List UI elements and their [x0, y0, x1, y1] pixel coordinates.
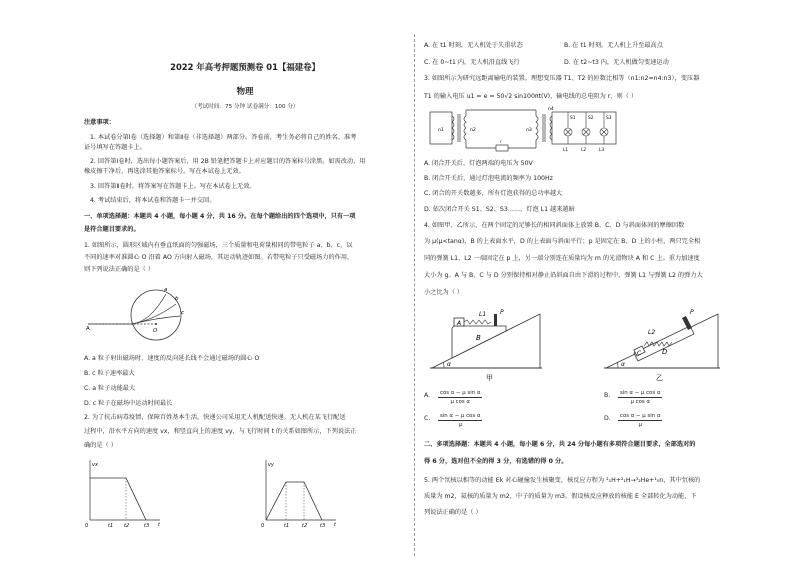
fraction	[438, 389, 482, 406]
track-a-label: a	[164, 287, 168, 293]
q1-option-b: B. c 粒子速率最大	[84, 370, 135, 377]
n4-label: n4	[548, 107, 554, 112]
denominator: μ cos α	[630, 399, 650, 405]
t2-tick: t2	[124, 523, 130, 529]
angle-alpha-label: α	[447, 361, 451, 368]
section2-heading-cont: 得 6 分，选对但不全的得 3 分，有选错的得 0 分。	[424, 458, 568, 465]
q3-option-a: A. 闭合开关后，灯泡两端的电压为 50V	[424, 160, 533, 167]
q1-magnetic-field-figure	[84, 280, 204, 350]
track-c-label: c	[181, 310, 185, 316]
q3-option-c: C. 闭合的开关数越多，所有灯泡获得的总功率越大	[424, 190, 563, 197]
note-line: 3. 回答第Ⅱ卷时，将答案写在答题卡上。写在本试卷上无效。	[90, 183, 256, 190]
q1-stem: 则下列说法正确的是（ ）	[84, 266, 155, 273]
n2-label: n2	[470, 128, 476, 133]
point-a-label: A	[86, 326, 90, 332]
note-line: 1. 本试卷分第Ⅰ卷（选择题）和第Ⅱ卷（非选择题）两部分。答卷前，考生务必将自己的姓名、准考	[90, 134, 357, 141]
q2-option-b: B. 在 t1 时刻，无人机上升至最高点	[564, 42, 663, 49]
exam-meta: （考试时间：75 分钟 试卷满分：100 分）	[191, 104, 299, 110]
fraction	[618, 412, 662, 429]
figure-jia-caption: 甲	[486, 374, 493, 382]
q3-stem: T1 的输入电压 u1 = e = 50√2 sin100πt(V)，输电线的总电阻为 r，则（ ）	[424, 93, 638, 100]
center-o-label: O	[153, 328, 158, 334]
t2-tick: t2	[302, 523, 308, 529]
lamp-l1-label: L1	[563, 148, 569, 153]
spring-l2-label: L2	[648, 329, 656, 336]
option-letter: D.	[604, 415, 611, 422]
denominator: μ	[638, 422, 642, 428]
q2-option-d: D. 在 t2~t3 内，无人机做匀变速运动	[564, 59, 669, 66]
origin-tick: 0	[85, 523, 89, 529]
q2-stem: 2. 为了抗击病毒疫情，保障百姓基本生活，快递公司采用无人机配送快递。无人机在某飞行配送	[84, 414, 346, 421]
q2-vx-graph	[84, 458, 164, 528]
t1-tick: t1	[108, 523, 114, 529]
q5-stem: 5. 两个氘核以相等的动能 Ek 对心碰撞发生核聚变，核反应方程为 ²₁H+²₁H→³₂He+¹₀n，其中氘核的	[424, 477, 701, 484]
right-column	[422, 0, 790, 562]
figure-yi-caption: 乙	[656, 374, 663, 382]
q4-stem: 为 μ(μ<tanα)，B 的上表面水平，D 的上表面与斜面平行；p 是固定在 B、D 上的小柱，两只完全相	[424, 238, 701, 245]
subject-heading: 物理	[236, 86, 254, 96]
origin-tick: 0	[261, 523, 265, 529]
switch-s1-label: S1	[570, 116, 576, 121]
fraction	[618, 389, 662, 406]
column-divider	[414, 34, 415, 556]
q3-transmission-circuit	[426, 104, 626, 156]
q4-stem: 同的弹簧 L1、L2 一端固定在 p 上，另一端分别连在质量均为 m 的光滑物块 A 和 C 上。重力加速度	[424, 255, 700, 262]
q1-option-a: A. a 粒子射出磁场时，速度的反向延长线不会通过磁场的圆心 O	[84, 355, 260, 362]
q3-option-b: B. 闭合开关后，通过灯泡电流的频率为 100Hz	[424, 175, 553, 182]
t1-tick: t1	[284, 523, 290, 529]
q4-figure-jia	[430, 300, 550, 382]
left-column	[84, 0, 406, 562]
q2-option-c: C. 在 0~t1 内，无人机沿直线飞行	[424, 59, 520, 66]
block-c-label: C	[637, 350, 642, 357]
line-resistance-label: r	[500, 140, 502, 145]
option-letter: B.	[604, 392, 611, 399]
option-letter: C.	[424, 415, 431, 422]
switch-s3-label: S3	[606, 116, 612, 121]
q4-option-b	[604, 390, 661, 405]
section2-heading: 二、多项选择题：本题共 4 小题，每小题 6 分，共 24 分每小题有多项符合题目要求，全部选对的	[424, 441, 696, 448]
post-p-label: P	[500, 309, 504, 316]
lamp-l2-label: L2	[581, 148, 587, 153]
q1-stem: 不同的速率对准圆心 O 沿着 AO 方向射入磁场，其运动轨迹如图。若带电粒子只受磁场力的作用，	[84, 254, 354, 261]
q4-figure-yi	[604, 296, 734, 382]
n3-label: n3	[526, 128, 532, 133]
q4-option-a	[424, 390, 481, 405]
denominator: μ	[458, 422, 462, 428]
q3-option-d: D. 依次闭合开关 S1、S2、S3……，灯泡 L1 越来越暗	[424, 206, 575, 213]
note-line: 2. 回答第Ⅰ卷时，选出每小题答案后，用 2B 铅笔把答题卡上对应题目的答案标号涂黑。如需改动，用	[90, 158, 366, 165]
notes-heading: 注意事项：	[84, 119, 115, 126]
lamp-l3-label: L3	[599, 148, 605, 153]
q2-vy-graph	[260, 458, 340, 528]
q1-option-c: C. a 粒子动能最大	[84, 385, 136, 392]
t3-tick: t3	[144, 523, 150, 529]
spring-l1-label: L1	[479, 311, 487, 318]
q4-option-c	[424, 413, 481, 428]
note-line: 4. 考试结束后，将本试卷和答题卡一并交回。	[90, 197, 216, 204]
q2-stem: 过程中，沿水平方向的速度 vx，和竖直向上的速度 vy，与飞行时间 t 的关系如图所示，下列说法正	[84, 428, 357, 435]
q1-option-d: D. c 粒子在磁场中运动时间最长	[84, 400, 173, 407]
numerator: sin α − μ cos α	[620, 390, 661, 396]
option-letter: A.	[424, 392, 431, 399]
numerator: cos α − μ sin α	[440, 390, 481, 396]
vx-axis-label: vx	[92, 462, 98, 468]
block-d-label: D	[662, 348, 668, 356]
q1-stem: 1. 如图所示，圆形区域内有垂直纸面的匀强磁场，三个质量和电荷量相同的带电粒子 a、b、c，以	[84, 242, 353, 249]
note-line: 证号填写在答题卡上。	[84, 144, 146, 151]
q5-stem: 质量为 m2，氦核的质量为 m2，中子的质量为 m3。假设核反应释放的核能 E 全部转化为动能，下	[424, 493, 697, 500]
section1-heading: 一、单项选择题：本题共 4 小题，每小题 4 分，共 16 分。在每个题给出的四个选项中，只有一项	[84, 213, 356, 220]
numerator: sin α − μ cos α	[440, 413, 481, 419]
note-line: 橡皮擦干净后，再选涂其他答案标号。写在本试卷上无效。	[84, 168, 245, 175]
track-b-label: b	[175, 296, 179, 302]
block-b-label: B	[476, 334, 481, 342]
q4-stem: 大小为 g。A 与 B、C 与 D 分别保持相对静止沿斜面自由下滑的过程中，弹簧 L1 与弹簧 L2 的弹力大	[424, 272, 703, 279]
q4-option-d	[604, 413, 661, 428]
q2-option-a: A. 在 t1 时刻，无人机处于失重状态	[424, 42, 523, 49]
angle-alpha-label: α	[621, 361, 625, 368]
block-a-label: A	[457, 320, 462, 327]
fraction	[438, 412, 482, 429]
vy-axis-label: vy	[268, 462, 274, 468]
q5-stem: 列说法正确的是（ ）	[424, 509, 482, 516]
t-axis-label: t	[334, 522, 336, 528]
n1-label: n1	[438, 128, 444, 133]
switch-s2-label: S2	[588, 116, 594, 121]
section1-heading-cont: 是符合题目要求的。	[84, 226, 140, 233]
t-axis-label: t	[158, 522, 160, 528]
denominator: μ cos α	[450, 399, 470, 405]
numerator: cos α − μ sin α	[620, 413, 661, 419]
q4-stem: 小之比为（ ）	[424, 289, 464, 296]
q3-stem: 3. 如图所示为研究远距离输电的装置。理想变压器 T1、T2 的匝数比相等（n1:n2=n4:n3），变压器	[424, 75, 700, 82]
exam-title: 2022 年高考押题预测卷 01【福建卷】	[170, 62, 320, 72]
t3-tick: t3	[320, 523, 326, 529]
post-p-label: P	[690, 309, 694, 316]
q4-stem: 4. 如图甲、乙所示，在两个固定的足够长的相同斜面体上放置 B、C、D 与斜面体间的摩擦因数	[424, 222, 685, 229]
q2-stem: 确的是（ ）	[84, 442, 117, 449]
